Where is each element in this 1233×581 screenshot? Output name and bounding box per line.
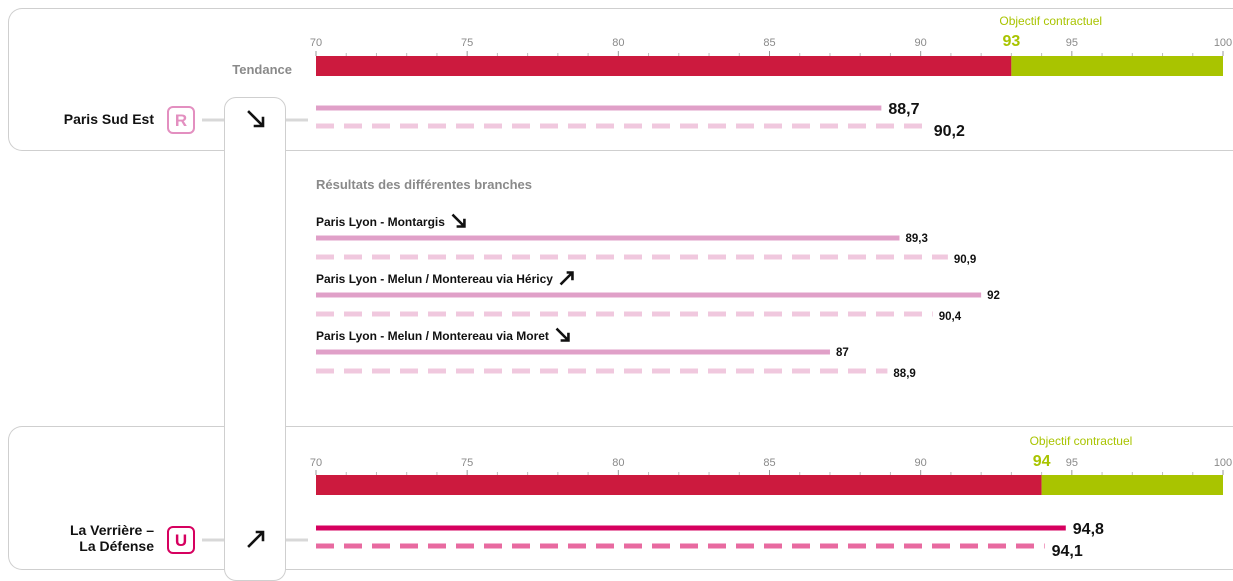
branch-name: Paris Lyon - Melun / Montereau via Moret: [316, 329, 549, 343]
tick-label-90: 90: [914, 37, 927, 49]
tick-label-85: 85: [763, 37, 776, 49]
below-objective-bar: [316, 56, 1011, 76]
tick-label-85: 85: [763, 457, 776, 469]
trend-up-icon: [249, 532, 263, 546]
tick-label-70: 70: [309, 37, 323, 49]
previous-value-label: 90,2: [933, 123, 965, 140]
trend-down-icon: [249, 112, 263, 126]
tick-label-100: 100: [1213, 37, 1233, 49]
tick-label-75: 75: [461, 457, 474, 469]
tick-label-90: 90: [914, 457, 927, 469]
branch-name: Paris Lyon - Montargis: [316, 215, 445, 229]
branch-previous-label: 88,9: [893, 368, 916, 380]
branch-trend-down-icon: [453, 216, 464, 227]
line-name-la-verriere-la-defense: La Verrière – La Défense: [69, 522, 154, 554]
tick-label-95: 95: [1065, 37, 1078, 49]
branch-previous-label: 90,4: [938, 311, 962, 323]
below-objective-bar: [316, 475, 1042, 495]
branch-name: Paris Lyon - Melun / Montereau via Héricy: [316, 272, 553, 286]
branch-current-label: 92: [987, 290, 1000, 302]
tick-label-95: 95: [1065, 457, 1078, 469]
branches-title: Résultats des différentes branches: [316, 177, 533, 192]
objective-label: Objectif contractuel: [1029, 434, 1133, 448]
line-badge-r: R: [167, 106, 195, 134]
tendance-label: Tendance: [232, 62, 292, 77]
tick-label-75: 75: [461, 37, 474, 49]
line-name-paris-sud-est: Paris Sud Est: [63, 111, 154, 127]
above-objective-bar: [1011, 56, 1223, 76]
branch-trend-up-icon: [561, 273, 572, 284]
previous-value-label: 94,1: [1051, 543, 1083, 560]
current-value-label: 88,7: [888, 101, 920, 118]
line-badge-u: U: [167, 526, 195, 554]
tick-label-70: 70: [309, 457, 323, 469]
current-value-label: 94,8: [1072, 521, 1104, 538]
branch-current-label: 89,3: [905, 233, 928, 245]
branch-trend-down-icon: [557, 330, 568, 341]
branch-previous-label: 90,9: [953, 254, 977, 266]
branch-current-label: 87: [835, 347, 849, 359]
objective-label: Objectif contractuel: [999, 14, 1103, 28]
tick-label-100: 100: [1213, 457, 1233, 469]
tick-label-80: 80: [612, 37, 625, 49]
objective-value: 93: [1002, 33, 1021, 50]
above-objective-bar: [1042, 475, 1223, 495]
objective-value: 94: [1032, 453, 1051, 470]
tick-label-80: 80: [612, 457, 625, 469]
